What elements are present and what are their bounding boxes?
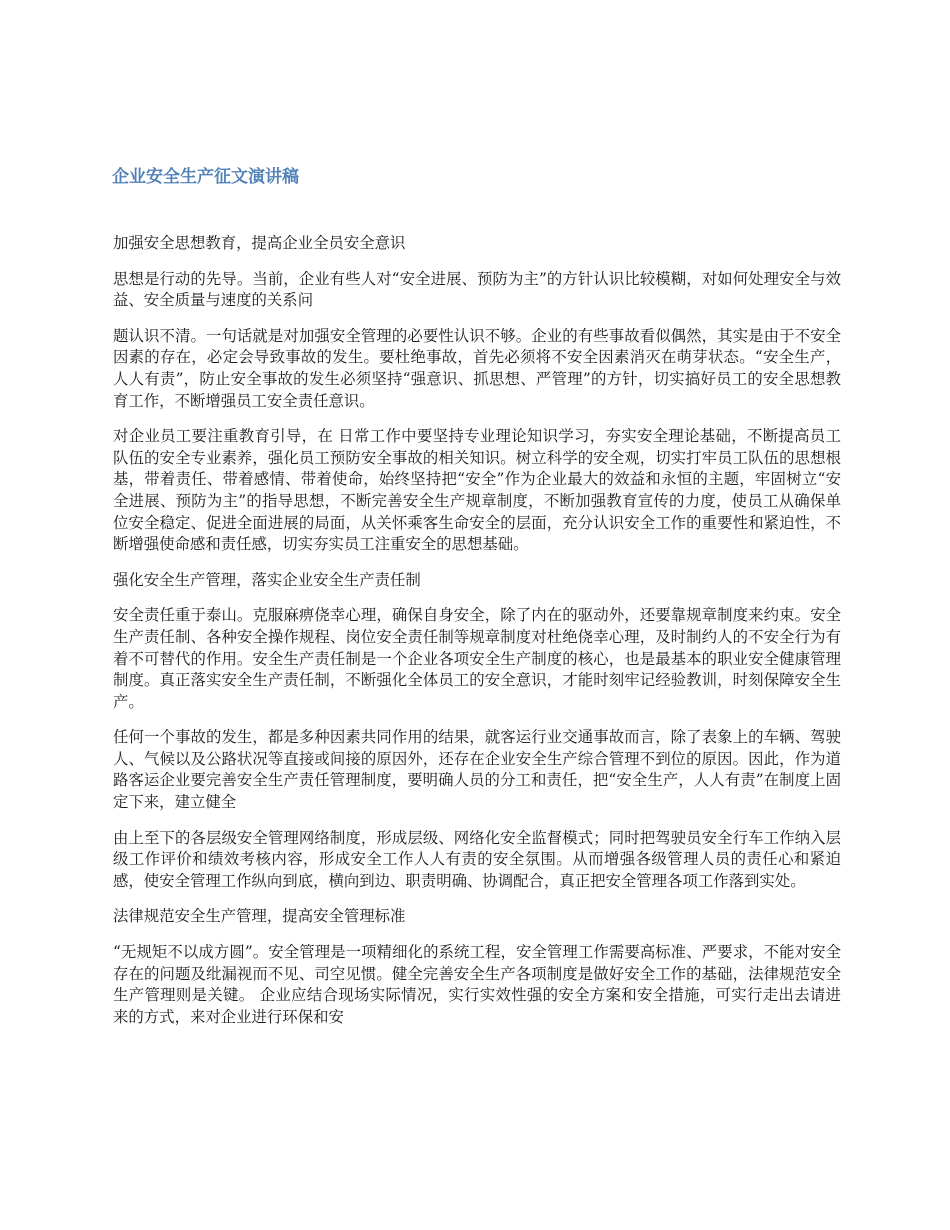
body-paragraph: 思想是行动的先导。当前，企业有些人对“安全进展、预防为主”的方针认识比较模糊，对如何处理安全与效益、安全质量与速度的关系问 — [113, 269, 841, 310]
body-paragraph: 对企业员工要注重教育引导，在 日常工作中要坚持专业理论知识学习，夯实安全理论基础，不断提高员工队伍的安全专业素养，强化员工预防安全事故的相关知识。树立科学的安全观，切实打牢员工队伍的思想根基，带着责任、带着感情、带着使命，始终坚持把“安全”作为企业最大的效益和永恒的主题，牢固树立“安全进展、预防为主”的指导思想，不断完善安全生产规章制度，不断加强教育宣传的力度，使员工从确保单位安全稳定、促进全面进展的局面，从关怀乘客生命安全的层面，充分认识安全工作的重要性和紧迫性，不断增强使命感和责任感，切实夯实员工注重安全的思想基础。 — [113, 427, 841, 554]
body-paragraph: 由上至下的各层级安全管理网络制度，形成层级、网络化安全监督模式；同时把驾驶员安全行车工作纳入层级工作评价和绩效考核内容，形成安全工作人人有责的安全氛围。从而增强各级管理人员的责任心和紧迫感，使安全管理工作纵向到底，横向到边、职责明确、协调配合，真正把安全管理各项工作落到实处。 — [113, 828, 841, 890]
section-heading: 加强安全思想教育，提高企业全员安全意识 — [113, 234, 406, 252]
section-heading: 法律规范安全生产管理，提高安全管理标准 — [113, 907, 406, 926]
body-paragraph: 任何一个事故的发生，都是多种因素共同作用的结果，就客运行业交通事故而言，除了表象上的车辆、驾驶人、气候以及公路状况等直接或间接的原因外，还存在企业安全生产综合管理不到位的原因。因此，作为道路客运企业要完善安全生产责任管理制度，要明确人员的分工和责任，把“安全生产，人人有责”在制度上固定下来，建立健全 — [113, 728, 841, 812]
document-title: 企业安全生产征文演讲稿 — [112, 167, 299, 187]
body-paragraph: 题认识不清。一句话就是对加强安全管理的必要性认识不够。企业的有些事故看似偶然，其实是由于不安全因素的存在，必定会导致事故的发生。要杜绝事故，首先必须将不安全因素消灭在萌芽状态。“安全生产，人人有责”，防止安全事故的发生必须坚持“强意识、抓思想、严管理”的方针，切实搞好员工的安全思想教育工作，不断增强员工安全责任意识。 — [113, 326, 841, 410]
body-paragraph: “无规矩不以成方圆”。安全管理是一项精细化的系统工程，安全管理工作需要高标准、严要求，不能对安全存在的问题及纰漏视而不见、司空见惯。健全完善安全生产各项制度是做好安全工作的基础，法律规范安全生产管理则是关键。 企业应结合现场实际情况，实行实效性强的安全方案和安全措施，可实行走出去请进来的方式，来对企业进行环保和安 — [113, 943, 841, 1026]
document-body — [113, 233, 841, 1042]
section-heading: 强化安全生产管理，落实企业安全生产责任制 — [113, 570, 421, 589]
body-paragraph: 安全责任重于泰山。克服麻痹侥幸心理，确保自身安全，除了内在的驱动外，还要靠规章制度来约束。安全生产责任制、各种安全操作规程、岗位安全责任制等规章制度对杜绝侥幸心理，及时制约人的不安全行为有着不可替代的作用。安全生产责任制是一个企业各项安全生产制度的核心，也是最基本的职业安全健康管理制度。真正落实安全生产责任制，不断强化全体员工的安全意识，才能时刻牢记经验教训，时刻保障安全生产。 — [113, 606, 841, 711]
